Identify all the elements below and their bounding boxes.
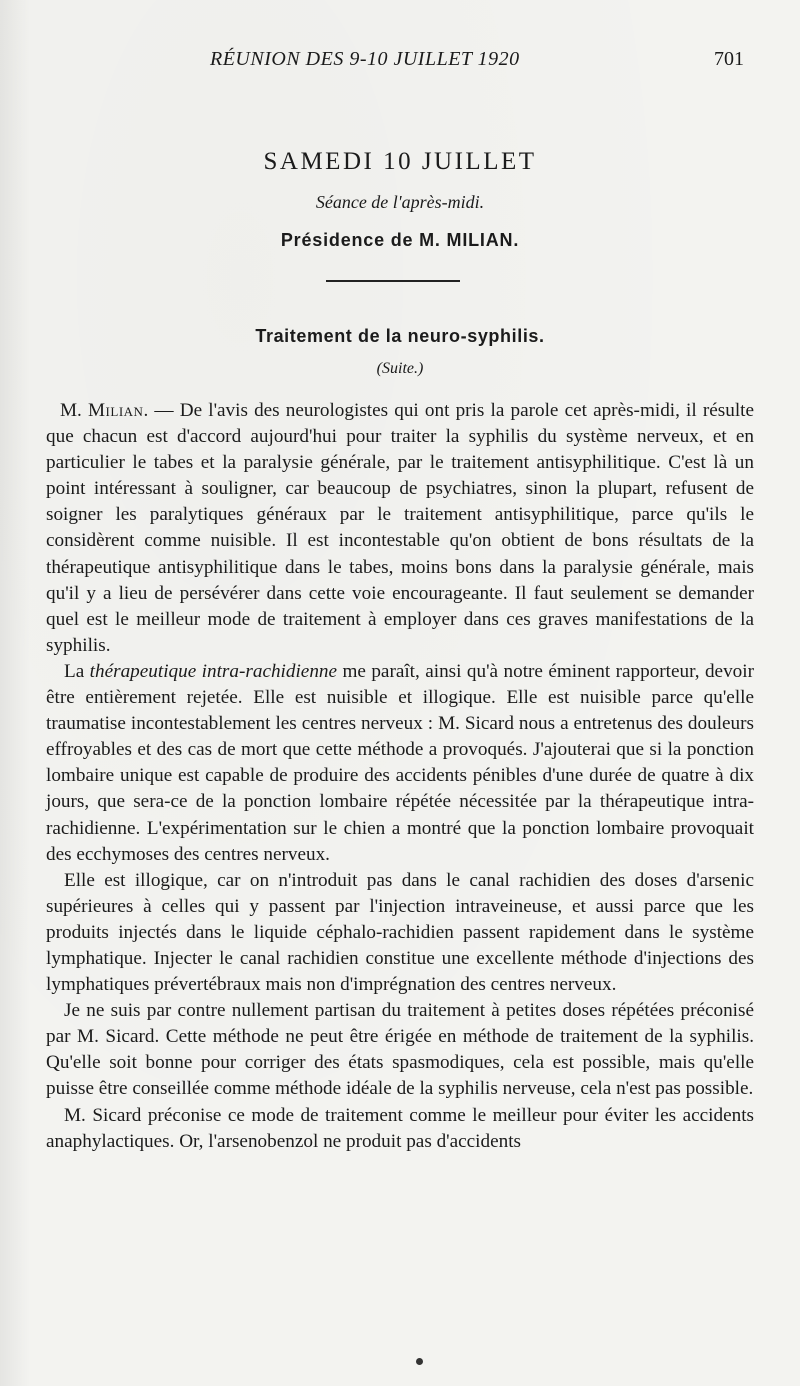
- speaker-prefix: M.: [60, 400, 88, 421]
- section-subtitle: (Suite.): [376, 360, 424, 377]
- session-subtitle: Séance de l'après-midi.: [315, 192, 485, 212]
- paragraph-text: De l'avis des neurologistes qui ont pris la parole cet après-midi, il résulte que chacun est d'accord aujourd'hui pour traiter la syphilis du système nerveux, et en particulier le tabes et la paralysie générale, par le traitement antisyphilitique. C'est là un point intéressant à souligner, car beaucoup de psychiatres, sinon la plupart, refusent de soigner les paralytiques généraux par le traitement antisyphilitique, parce qu'ils le considèrent comme nuisible. Il est incontestable qu'on obtient de bons résultats de la thérapeutique antisyphilitique dans le tabes, moins bons dans la paralysie générale, mais qu'il y a lieu de persévérer dans cette voie encourageante. Il faut seulement se demander quel est le meilleur mode de traitement à employer dans ces graves manifestations de la syphilis.: [46, 400, 755, 656]
- presidence-line: Présidence de M. MILIAN.: [280, 230, 520, 250]
- paragraph-lead: La: [64, 660, 90, 682]
- section-title: Traitement de la neuro-syphilis.: [255, 326, 545, 346]
- paragraph: [46, 659, 754, 868]
- paragraph: [46, 868, 754, 998]
- ink-speck: [416, 1358, 423, 1365]
- paragraph-text: M. Sicard préconise ce mode de traitement comme le meilleur pour éviter les accidents anaphylactiques. Or, l'arsenobenzol ne produit pas d'accidents: [46, 1104, 754, 1152]
- paragraph-text: Je ne suis par contre nullement partisan du traitement à petites doses répétées préconisé par M. Sicard. Cette méthode ne peut être érigée en méthode de traitement de la syphilis. Qu'elle soit bonne pour corriger des états spasmodiques, cela est possible, mais qu'elle puisse être conseillée comme méthode idéale de la syphilis nerveuse, cela n'est pas possible.: [46, 1000, 754, 1100]
- body-text: [46, 398, 754, 1155]
- paragraph: [46, 998, 754, 1102]
- session-title: SAMEDI 10 JUILLET: [263, 148, 537, 175]
- section-divider: [326, 280, 460, 282]
- speaker-suffix: . —: [143, 400, 180, 421]
- running-title: RÉUNION DES 9-10 JUILLET 1920: [210, 48, 520, 70]
- speaker-name: Milian: [88, 400, 144, 421]
- paragraph-text: me paraît, ainsi qu'à notre éminent rapporteur, devoir être entièrement rejetée. Elle est nuisible et illogique. Elle est nuisible parce qu'elle traumatise incontestablement les centres nerveux : M. Sicard nous a entretenus des douleurs effroyables et des cas de mort que cette méthode a provoqués. J'ajouterai que si la ponction lombaire unique est capable de produire des accidents pénibles d'une durée de quatre à dix jours, que sera-ce de la ponction lombaire répétée nécessitée par la thérapeutique intra-rachidienne. L'expérimentation sur le chien a montré que la ponction lombaire provoquait des ecchymoses des centres nerveux.: [46, 660, 754, 865]
- page-number: 701: [714, 48, 744, 70]
- paragraph: [46, 398, 754, 659]
- running-head: [0, 44, 800, 74]
- paragraph-text: Elle est illogique, car on n'introduit pas dans le canal rachidien des doses d'arsenic supérieures à celles qui y passent par l'injection intraveineuse, et aussi parce que les produits injectés dans le liquide céphalo-rachidien passent rapidement dans le système lymphatique. Injecter le canal rachidien constitue une excellente méthode d'injections des lymphatiques prévertébraux mais non d'imprégnation des centres nerveux.: [46, 869, 754, 996]
- paragraph: [46, 1103, 754, 1155]
- paragraph-emphasis: thérapeutique intra-rachidienne: [89, 660, 338, 682]
